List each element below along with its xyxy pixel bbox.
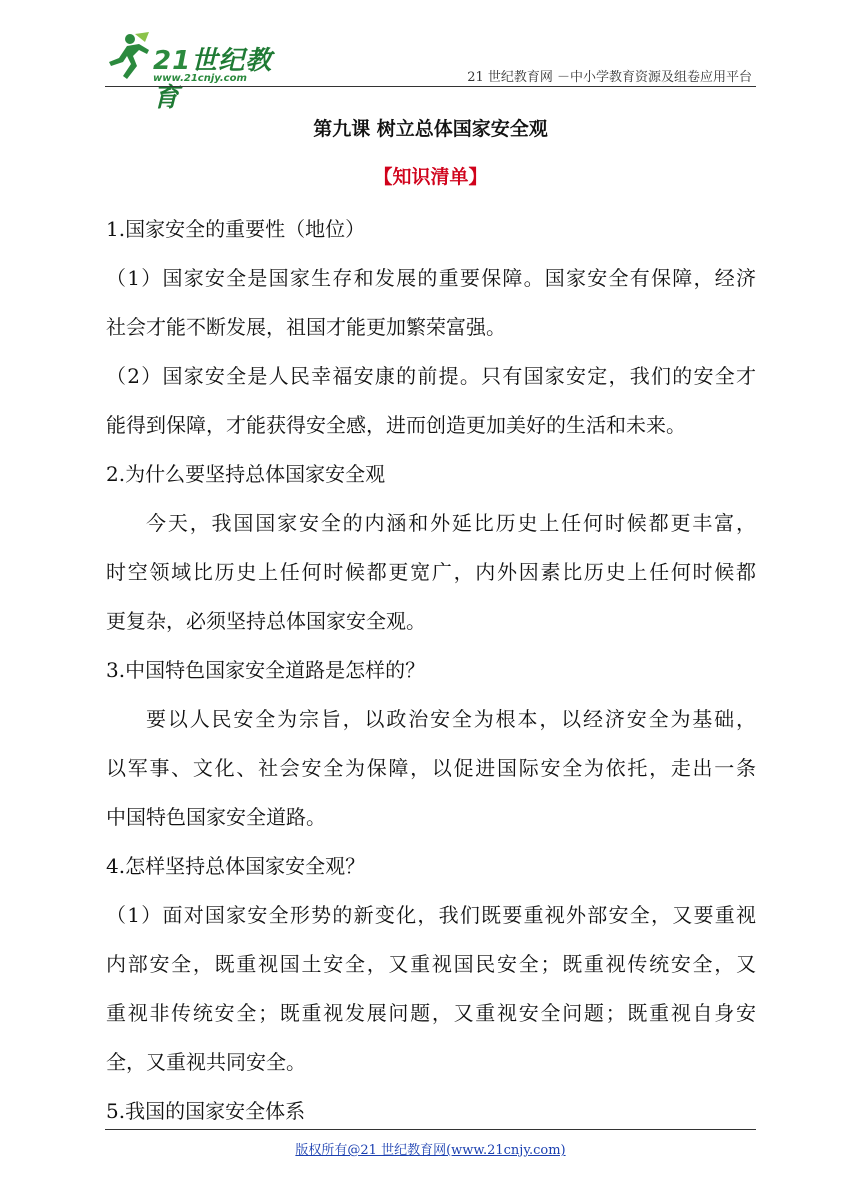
text-line: （1）国家安全是国家生存和发展的重要保障。国家安全有保障，经济 bbox=[106, 266, 756, 290]
text-line: 中国特色国家安全道路。 bbox=[106, 805, 326, 829]
document-title: 第九课 树立总体国家安全观 bbox=[313, 118, 548, 140]
text-line: （2）国家安全是人民幸福安康的前提。只有国家安定，我们的安全才 bbox=[106, 364, 756, 388]
text-line: 社会才能不断发展，祖国才能更加繁荣富强。 bbox=[106, 315, 506, 339]
text-line: 以军事、文化、社会安全为保障，以促进国际安全为依托，走出一条 bbox=[106, 756, 756, 780]
heading-1: 1.国家安全的重要性（地位） bbox=[106, 217, 366, 241]
text-line: 全，又重视共同安全。 bbox=[106, 1050, 306, 1074]
text-line: 时空领域比历史上任何时候都更宽广，内外因素比历史上任何时候都 bbox=[106, 560, 756, 584]
heading-4: 4.怎样坚持总体国家安全观？ bbox=[106, 854, 366, 878]
footer-divider bbox=[105, 1129, 756, 1130]
heading-2: 2.为什么要坚持总体国家安全观 bbox=[106, 462, 386, 486]
document-body bbox=[106, 205, 756, 1136]
text-line: 重视非传统安全；既重视发展问题，又重视安全问题；既重视自身安 bbox=[106, 1001, 756, 1025]
logo bbox=[105, 32, 295, 113]
runner-logo-icon bbox=[105, 32, 151, 82]
text-line: 内部安全，既重视国土安全，又重视国民安全；既重视传统安全，又 bbox=[106, 952, 756, 976]
page-header bbox=[105, 20, 756, 113]
text-line: 能得到保障，才能获得安全感，进而创造更加美好的生活和未来。 bbox=[106, 413, 686, 437]
header-site-name: 21 世纪教育网 －中小学教育资源及组卷应用平台 bbox=[467, 70, 752, 85]
text-line: 更复杂，必须坚持总体国家安全观。 bbox=[106, 609, 426, 633]
logo-text: 21世纪教育 bbox=[153, 46, 273, 113]
section-subtitle: 【知识清单】 bbox=[373, 166, 488, 188]
logo-url: www.21cnjy.com bbox=[153, 73, 247, 84]
heading-5: 5.我国的国家安全体系 bbox=[106, 1099, 306, 1123]
footer-copyright-link[interactable]: 版权所有@21 世纪教育网(www.21cnjy.com) bbox=[295, 1143, 566, 1158]
header-divider bbox=[105, 86, 756, 87]
text-line: 今天，我国国家安全的内涵和外延比历史上任何时候都更丰富， bbox=[146, 511, 756, 535]
text-line: （1）面对国家安全形势的新变化，我们既要重视外部安全，又要重视 bbox=[106, 903, 756, 927]
text-line: 要以人民安全为宗旨，以政治安全为根本，以经济安全为基础， bbox=[146, 707, 756, 731]
heading-3: 3.中国特色国家安全道路是怎样的？ bbox=[106, 658, 426, 682]
